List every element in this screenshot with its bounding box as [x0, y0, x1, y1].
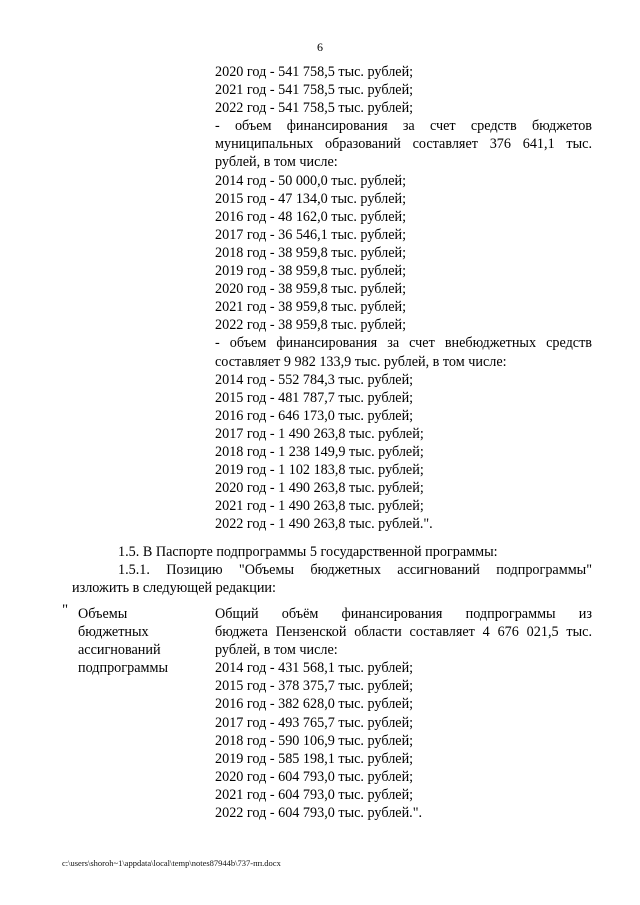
left-cell-line: Объемы: [78, 606, 128, 622]
paragraph-1-5-1: [72, 561, 592, 597]
line-item: 2022 год - 604 793,0 тыс. рублей.".: [215, 805, 423, 822]
line-item: 2020 год - 604 793,0 тыс. рублей;: [215, 768, 414, 785]
line-item: 2022 год - 38 959,8 тыс. рублей;: [215, 317, 407, 334]
line-item: 2019 год - 1 102 183,8 тыс. рублей;: [215, 462, 424, 479]
left-cell-line: ассигнований: [78, 642, 161, 659]
line-item: 2021 год - 541 758,5 тыс. рублей;: [215, 82, 414, 99]
municipal-text: рублей, в том числе:: [215, 154, 338, 171]
table-right-cell: [215, 605, 592, 822]
line-item: 2017 год - 493 765,7 тыс. рублей;: [215, 714, 414, 731]
municipal-text: - объем финансирования за счет средств бюджетов: [215, 118, 592, 135]
line-item: 2021 год - 1 490 263,8 тыс. рублей;: [215, 498, 424, 515]
line-item: 2019 год - 585 198,1 тыс. рублей;: [215, 750, 414, 767]
line-item: 2015 год - 378 375,7 тыс. рублей;: [215, 678, 414, 695]
line-item: 2022 год - 541 758,5 тыс. рублей;: [215, 100, 414, 117]
table-left-cell: [78, 605, 208, 677]
funding-block: [215, 63, 592, 533]
line-item: 2014 год - 431 568,1 тыс. рублей;: [215, 660, 414, 677]
opening-quote: ": [62, 602, 69, 618]
line-item: 2017 год - 1 490 263,8 тыс. рублей;: [215, 425, 424, 442]
line-item: 2019 год - 38 959,8 тыс. рублей;: [215, 263, 407, 280]
line-item: 2020 год - 541 758,5 тыс. рублей;: [215, 64, 414, 80]
municipal-text: муниципальных образований составляет 376 641,1 тыс.: [215, 136, 592, 153]
left-cell-line: бюджетных: [78, 624, 149, 641]
line-item: 2014 год - 50 000,0 тыс. рублей;: [215, 172, 407, 189]
line-item: 2016 год - 48 162,0 тыс. рублей;: [215, 208, 407, 225]
line-item: 2020 год - 1 490 263,8 тыс. рублей;: [215, 480, 424, 497]
line-item: 2017 год - 36 546,1 тыс. рублей;: [215, 226, 407, 243]
right-cell-intro: рублей, в том числе:: [215, 642, 338, 659]
line-item: 2020 год - 38 959,8 тыс. рублей;: [215, 281, 407, 298]
paragraph-line: 1.5.1. Позицию "Объемы бюджетных ассигнований подпрограммы": [118, 562, 592, 578]
offbudget-text: составляет 9 982 133,9 тыс. рублей, в том числе:: [215, 353, 507, 370]
offbudget-text: - объем финансирования за счет внебюджетных средств: [215, 335, 592, 352]
left-cell-line: подпрограммы: [78, 660, 168, 677]
footer-file-path: c:\users\shoroh~1\appdata\local\temp\notes87944b\737-пп.docx: [62, 858, 281, 868]
line-item: 2018 год - 1 238 149,9 тыс. рублей;: [215, 443, 424, 460]
paragraph-1-5: 1.5. В Паспорте подпрограммы 5 государственной программы:: [118, 544, 498, 560]
line-item: 2016 год - 646 173,0 тыс. рублей;: [215, 407, 414, 424]
line-item: 2021 год - 38 959,8 тыс. рублей;: [215, 299, 407, 316]
line-item: 2016 год - 382 628,0 тыс. рублей;: [215, 696, 414, 713]
line-item: 2015 год - 47 134,0 тыс. рублей;: [215, 190, 407, 207]
line-item: 2014 год - 552 784,3 тыс. рублей;: [215, 371, 414, 388]
paragraph-line: изложить в следующей редакции:: [72, 580, 276, 597]
line-item: 2018 год - 38 959,8 тыс. рублей;: [215, 244, 407, 261]
line-item: 2021 год - 604 793,0 тыс. рублей;: [215, 786, 414, 803]
line-item: 2018 год - 590 106,9 тыс. рублей;: [215, 732, 414, 749]
line-item: 2015 год - 481 787,7 тыс. рублей;: [215, 389, 414, 406]
line-item: 2022 год - 1 490 263,8 тыс. рублей.".: [215, 516, 433, 533]
page-number: 6: [317, 40, 323, 54]
right-cell-intro: Общий объём финансирования подпрограммы из: [215, 606, 592, 622]
right-cell-intro: бюджета Пензенской области составляет 4 676 021,5 тыс.: [215, 624, 592, 641]
